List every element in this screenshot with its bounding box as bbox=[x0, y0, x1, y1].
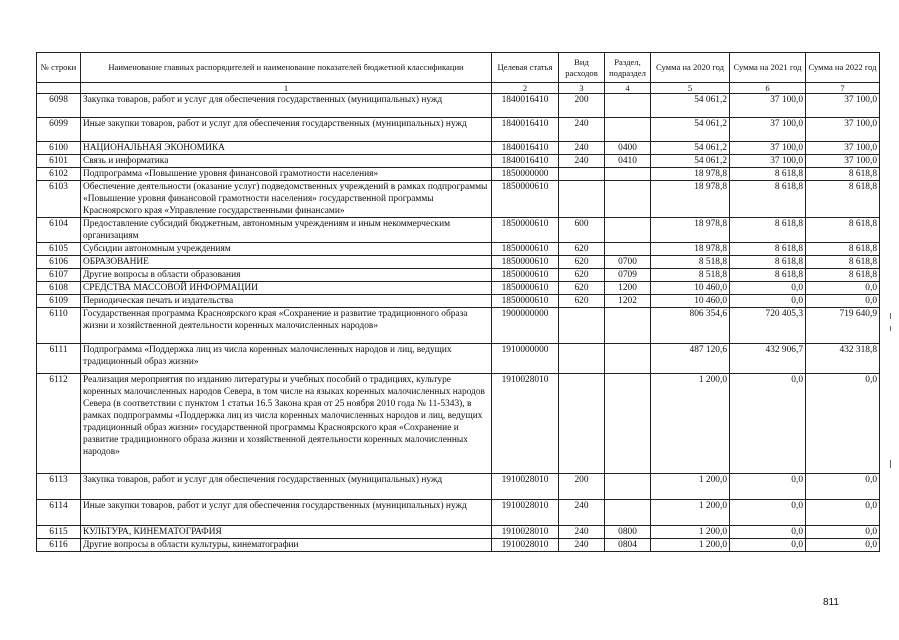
row-name: Обеспечение деятельности (оказание услуг) подведомственных учреждений в рамках подпрограммы «Повышение уровня финансовой грамотности населения» государственной программы Красноярского края «Управление государственными финансами» bbox=[81, 181, 492, 218]
header-row-number: № строки bbox=[37, 53, 81, 83]
row-name: НАЦИОНАЛЬНАЯ ЭКОНОМИКА bbox=[81, 142, 492, 155]
row-number: 6111 bbox=[37, 344, 81, 374]
row-sum-2021: 0,0 bbox=[730, 526, 806, 539]
row-sum-2021: 37 100,0 bbox=[730, 142, 806, 155]
row-sum-2022: 0,0 bbox=[806, 500, 880, 526]
row-name: Подпрограмма «Повышение уровня финансовой грамотности населения» bbox=[81, 168, 492, 181]
column-number: 2 bbox=[492, 83, 559, 94]
row-name: КУЛЬТУРА, КИНЕМАТОГРАФИЯ bbox=[81, 526, 492, 539]
row-target: 1850000610 bbox=[492, 218, 559, 243]
table-row bbox=[37, 295, 880, 308]
row-sum-2020: 8 518,8 bbox=[651, 269, 730, 282]
row-target: 1910028010 bbox=[492, 539, 559, 552]
row-name: ОБРАЗОВАНИЕ bbox=[81, 256, 492, 269]
row-sum-2020: 54 061,2 bbox=[651, 118, 730, 142]
row-expense-type: 620 bbox=[559, 269, 605, 282]
row-number: 6100 bbox=[37, 142, 81, 155]
row-section bbox=[605, 308, 651, 344]
row-name: Предоставление субсидий бюджетным, автономным учреждениям и иным некоммерческим организациям bbox=[81, 218, 492, 243]
row-expense-type: 240 bbox=[559, 539, 605, 552]
row-expense-type: 620 bbox=[559, 243, 605, 256]
table-row bbox=[37, 243, 880, 256]
row-sum-2020: 1 200,0 bbox=[651, 474, 730, 500]
row-number: 6099 bbox=[37, 118, 81, 142]
row-number: 6116 bbox=[37, 539, 81, 552]
column-number: 7 bbox=[806, 83, 880, 94]
table-row bbox=[37, 344, 880, 374]
row-name: Закупка товаров, работ и услуг для обеспечения государственных (муниципальных) нужд bbox=[81, 474, 492, 500]
row-sum-2020: 1 200,0 bbox=[651, 374, 730, 474]
row-expense-type: 200 bbox=[559, 94, 605, 118]
row-number: 6098 bbox=[37, 94, 81, 118]
row-sum-2020: 8 518,8 bbox=[651, 256, 730, 269]
row-sum-2020: 54 061,2 bbox=[651, 155, 730, 168]
row-target: 1850000610 bbox=[492, 295, 559, 308]
row-number: 6101 bbox=[37, 155, 81, 168]
table-row bbox=[37, 155, 880, 168]
row-sum-2022: 8 618,8 bbox=[806, 168, 880, 181]
table-row bbox=[37, 500, 880, 526]
row-name: Периодическая печать и издательства bbox=[81, 295, 492, 308]
row-number: 6113 bbox=[37, 474, 81, 500]
row-name: Субсидии автономным учреждениям bbox=[81, 243, 492, 256]
table-row bbox=[37, 308, 880, 344]
header-name: Наименование главных распорядителей и наименование показателей бюджетной классификации bbox=[81, 53, 492, 83]
row-expense-type: 240 bbox=[559, 155, 605, 168]
row-section bbox=[605, 181, 651, 218]
row-number: 6112 bbox=[37, 374, 81, 474]
row-sum-2021: 8 618,8 bbox=[730, 269, 806, 282]
row-sum-2020: 1 200,0 bbox=[651, 500, 730, 526]
row-target: 1900000000 bbox=[492, 308, 559, 344]
table-row bbox=[37, 474, 880, 500]
row-sum-2020: 18 978,8 bbox=[651, 243, 730, 256]
row-section: 0400 bbox=[605, 142, 651, 155]
row-sum-2022: 8 618,8 bbox=[806, 256, 880, 269]
page-number: 811 bbox=[823, 597, 839, 608]
row-name: Иные закупки товаров, работ и услуг для обеспечения государственных (муниципальных) нужд bbox=[81, 118, 492, 142]
row-number: 6106 bbox=[37, 256, 81, 269]
header-sum-2022: Сумма на 2022 год bbox=[806, 53, 880, 83]
row-name: Связь и информатика bbox=[81, 155, 492, 168]
column-number: 5 bbox=[651, 83, 730, 94]
row-section bbox=[605, 168, 651, 181]
row-expense-type: 600 bbox=[559, 218, 605, 243]
column-number: 4 bbox=[605, 83, 651, 94]
row-target: 1910028010 bbox=[492, 474, 559, 500]
table-row bbox=[37, 539, 880, 552]
row-sum-2021: 37 100,0 bbox=[730, 94, 806, 118]
row-section: 0804 bbox=[605, 539, 651, 552]
row-expense-type: 240 bbox=[559, 500, 605, 526]
row-number: 6104 bbox=[37, 218, 81, 243]
row-number: 6110 bbox=[37, 308, 81, 344]
column-number: 6 bbox=[730, 83, 806, 94]
row-sum-2022: 0,0 bbox=[806, 539, 880, 552]
table-row bbox=[37, 526, 880, 539]
row-target: 1840016410 bbox=[492, 94, 559, 118]
row-sum-2020: 10 460,0 bbox=[651, 295, 730, 308]
row-expense-type bbox=[559, 181, 605, 218]
table-row bbox=[37, 256, 880, 269]
row-sum-2021: 0,0 bbox=[730, 474, 806, 500]
row-target: 1910028010 bbox=[492, 526, 559, 539]
row-target: 1910000000 bbox=[492, 344, 559, 374]
row-sum-2021: 8 618,8 bbox=[730, 243, 806, 256]
row-section bbox=[605, 94, 651, 118]
row-expense-type: 240 bbox=[559, 118, 605, 142]
row-sum-2022: 0,0 bbox=[806, 295, 880, 308]
row-section bbox=[605, 218, 651, 243]
row-target: 1850000610 bbox=[492, 243, 559, 256]
row-section bbox=[605, 344, 651, 374]
row-target: 1850000610 bbox=[492, 181, 559, 218]
row-target: 1840016410 bbox=[492, 142, 559, 155]
row-name: Другие вопросы в области культуры, кинематографии bbox=[81, 539, 492, 552]
margin-mark bbox=[890, 313, 891, 319]
row-target: 1850000610 bbox=[492, 269, 559, 282]
row-sum-2021: 0,0 bbox=[730, 374, 806, 474]
row-expense-type bbox=[559, 344, 605, 374]
row-section: 0800 bbox=[605, 526, 651, 539]
table-row bbox=[37, 94, 880, 118]
row-section: 0709 bbox=[605, 269, 651, 282]
row-sum-2020: 54 061,2 bbox=[651, 94, 730, 118]
row-sum-2021: 0,0 bbox=[730, 539, 806, 552]
row-sum-2022: 8 618,8 bbox=[806, 181, 880, 218]
row-target: 1840016410 bbox=[492, 155, 559, 168]
row-sum-2020: 10 460,0 bbox=[651, 282, 730, 295]
row-sum-2022: 0,0 bbox=[806, 374, 880, 474]
row-sum-2022: 8 618,8 bbox=[806, 269, 880, 282]
row-number: 6108 bbox=[37, 282, 81, 295]
row-number: 6105 bbox=[37, 243, 81, 256]
row-section bbox=[605, 474, 651, 500]
row-name: СРЕДСТВА МАССОВОЙ ИНФОРМАЦИИ bbox=[81, 282, 492, 295]
row-name: Иные закупки товаров, работ и услуг для обеспечения государственных (муниципальных) нужд bbox=[81, 500, 492, 526]
row-section bbox=[605, 374, 651, 474]
row-number: 6109 bbox=[37, 295, 81, 308]
row-expense-type bbox=[559, 308, 605, 344]
row-sum-2021: 0,0 bbox=[730, 295, 806, 308]
row-sum-2022: 37 100,0 bbox=[806, 118, 880, 142]
row-sum-2020: 806 354,6 bbox=[651, 308, 730, 344]
table-row bbox=[37, 218, 880, 243]
row-sum-2021: 8 618,8 bbox=[730, 181, 806, 218]
header-expense-type: Вид расходов bbox=[559, 53, 605, 83]
row-section bbox=[605, 500, 651, 526]
row-target: 1910028010 bbox=[492, 500, 559, 526]
row-sum-2021: 0,0 bbox=[730, 282, 806, 295]
column-number: 1 bbox=[81, 83, 492, 94]
row-expense-type: 620 bbox=[559, 282, 605, 295]
row-expense-type: 620 bbox=[559, 295, 605, 308]
header-target: Целевая статья bbox=[492, 53, 559, 83]
row-sum-2022: 8 618,8 bbox=[806, 243, 880, 256]
row-section: 0410 bbox=[605, 155, 651, 168]
table-header-row bbox=[37, 53, 880, 83]
row-number: 6103 bbox=[37, 181, 81, 218]
row-section bbox=[605, 118, 651, 142]
row-target: 1850000610 bbox=[492, 282, 559, 295]
table-row bbox=[37, 282, 880, 295]
row-sum-2022: 8 618,8 bbox=[806, 218, 880, 243]
table-row bbox=[37, 168, 880, 181]
budget-table bbox=[36, 52, 880, 552]
row-name: Закупка товаров, работ и услуг для обеспечения государственных (муниципальных) нужд bbox=[81, 94, 492, 118]
table-row bbox=[37, 118, 880, 142]
row-sum-2021: 0,0 bbox=[730, 500, 806, 526]
row-target: 1850000610 bbox=[492, 256, 559, 269]
row-sum-2021: 8 618,8 bbox=[730, 168, 806, 181]
row-sum-2022: 0,0 bbox=[806, 474, 880, 500]
table-row bbox=[37, 181, 880, 218]
row-name: Реализация мероприятия по изданию литературы и учебных пособий о традициях, культуре коренных малочисленных народов Севера, в том числе на языках коренных малочисленных народов Севера (в соответствии с пунктом 1 статьи 16.5 Закона края от 25 ноября 2010 года № 11-5343), в рамках подпрограммы «Поддержка лиц из числа коренных малочисленных народов и лиц, ведущих традиционный образ жизни» государственной программы Красноярского края «Сохранение и развитие традиционного образа жизни и хозяйственной деятельности коренных малочисленных народов» bbox=[81, 374, 492, 474]
row-sum-2020: 18 978,8 bbox=[651, 168, 730, 181]
row-sum-2021: 37 100,0 bbox=[730, 155, 806, 168]
row-expense-type: 200 bbox=[559, 474, 605, 500]
row-name: Подпрограмма «Поддержка лиц из числа коренных малочисленных народов и лиц, ведущих традиционный образ жизни» bbox=[81, 344, 492, 374]
row-number: 6115 bbox=[37, 526, 81, 539]
margin-mark bbox=[890, 460, 891, 468]
row-target: 1910028010 bbox=[492, 374, 559, 474]
row-name: Другие вопросы в области образования bbox=[81, 269, 492, 282]
row-sum-2020: 18 978,8 bbox=[651, 181, 730, 218]
row-sum-2020: 18 978,8 bbox=[651, 218, 730, 243]
row-expense-type: 240 bbox=[559, 142, 605, 155]
column-number-row bbox=[37, 83, 880, 94]
header-sum-2020: Сумма на 2020 год bbox=[651, 53, 730, 83]
row-sum-2022: 0,0 bbox=[806, 526, 880, 539]
row-target: 1850000000 bbox=[492, 168, 559, 181]
column-number: 3 bbox=[559, 83, 605, 94]
row-sum-2021: 720 405,3 bbox=[730, 308, 806, 344]
row-expense-type bbox=[559, 374, 605, 474]
margin-mark bbox=[890, 326, 891, 331]
row-expense-type bbox=[559, 168, 605, 181]
row-sum-2021: 432 906,7 bbox=[730, 344, 806, 374]
row-expense-type: 240 bbox=[559, 526, 605, 539]
table-row bbox=[37, 142, 880, 155]
row-sum-2022: 37 100,0 bbox=[806, 142, 880, 155]
row-sum-2022: 432 318,8 bbox=[806, 344, 880, 374]
row-sum-2021: 8 618,8 bbox=[730, 256, 806, 269]
row-sum-2020: 1 200,0 bbox=[651, 539, 730, 552]
row-name: Государственная программа Красноярского края «Сохранение и развитие традиционного образа жизни и хозяйственной деятельности коренных малочисленных народов» bbox=[81, 308, 492, 344]
row-number: 6102 bbox=[37, 168, 81, 181]
row-section bbox=[605, 243, 651, 256]
row-sum-2020: 54 061,2 bbox=[651, 142, 730, 155]
row-sum-2022: 37 100,0 bbox=[806, 155, 880, 168]
header-sum-2021: Сумма на 2021 год bbox=[730, 53, 806, 83]
row-sum-2020: 487 120,6 bbox=[651, 344, 730, 374]
row-sum-2022: 37 100,0 bbox=[806, 94, 880, 118]
row-sum-2022: 719 640,9 bbox=[806, 308, 880, 344]
row-section: 1202 bbox=[605, 295, 651, 308]
row-target: 1840016410 bbox=[492, 118, 559, 142]
row-sum-2021: 37 100,0 bbox=[730, 118, 806, 142]
row-section: 0700 bbox=[605, 256, 651, 269]
table-row bbox=[37, 374, 880, 474]
row-number: 6114 bbox=[37, 500, 81, 526]
row-sum-2020: 1 200,0 bbox=[651, 526, 730, 539]
row-expense-type: 620 bbox=[559, 256, 605, 269]
column-number-blank bbox=[37, 83, 81, 94]
row-number: 6107 bbox=[37, 269, 81, 282]
header-section: Раздел, подраздел bbox=[605, 53, 651, 83]
row-sum-2021: 8 618,8 bbox=[730, 218, 806, 243]
table-row bbox=[37, 269, 880, 282]
row-sum-2022: 0,0 bbox=[806, 282, 880, 295]
row-section: 1200 bbox=[605, 282, 651, 295]
